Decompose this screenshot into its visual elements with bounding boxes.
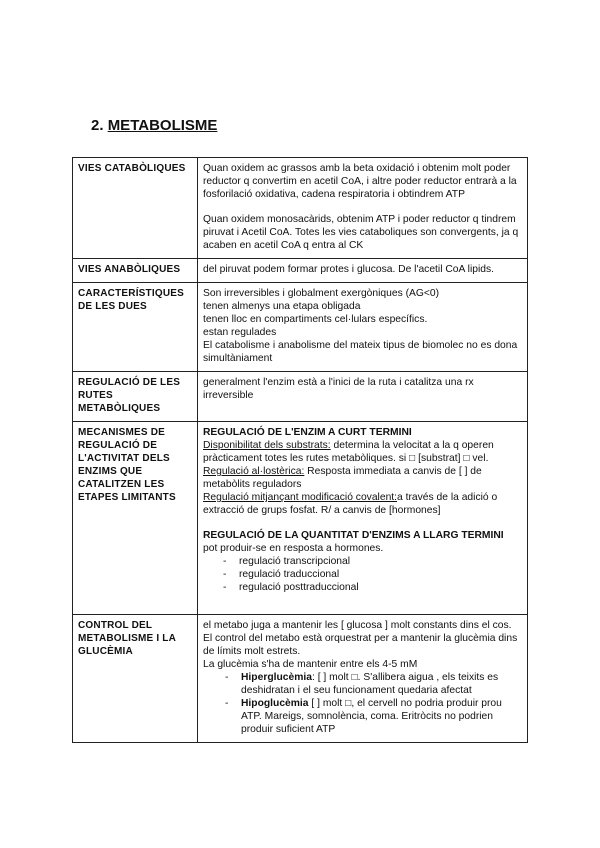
row-content <box>198 615 528 743</box>
text-line: Son irreversibles i globalment exergòniques (AG<0) <box>203 288 440 299</box>
section-heading: METABOLISME <box>107 117 218 134</box>
text-line: tenen almenys una etapa obligada <box>203 301 361 312</box>
list-item: - regulació transcripcional <box>203 555 523 568</box>
table-row <box>73 158 528 259</box>
text-line: Disponibilitat dels substrats: determina la velocitat a la q operen pràcticament totes les rutes metabòliques. si □ [substrat] □ vel. <box>203 440 494 464</box>
row-label: VIES CATABÒLIQUES <box>73 158 198 259</box>
text-line: pot produir-se en resposta a hormones. <box>203 543 384 554</box>
text-line: tenen lloc en compartiments cel·lulars específics. <box>203 314 428 325</box>
text-line: estan regulades <box>203 327 277 338</box>
subheading: REGULACIÓ DE L'ENZIM A CURT TERMINI <box>203 427 412 438</box>
row-content <box>198 158 528 259</box>
text-line: Regulació al·lostèrica: Resposta immediata a canvis de [ ] de metabòlits reguladors <box>203 466 482 490</box>
row-content: generalment l'enzim està a l'inici de la ruta i catalitza una rx irreversible <box>198 372 528 422</box>
row-label: REGULACIÓ DE LES RUTES METABÒLIQUES <box>73 372 198 422</box>
table-row <box>73 615 528 743</box>
table-row <box>73 259 528 283</box>
table-row <box>73 422 528 615</box>
text-line: Regulació mitjançant modificació covalent:a través de la adició o extracció de grups fosfat. R/ a canvis de [hormones] <box>203 492 498 516</box>
section-number: 2. <box>91 117 104 134</box>
row-label: CONTROL DEL METABOLISME I LA GLUCÈMIA <box>73 615 198 743</box>
table-row <box>73 372 528 422</box>
paragraph: Quan oxidem monosacàrids, obtenim ATP i poder reductor q tindrem piruvat i Acetil CoA. Totes les vies cataboliques son convergents, ja q acaben en acetil CoA q entra al CK <box>203 214 519 251</box>
section-title <box>91 117 217 134</box>
list-item: - Hiperglucèmia: [ ] molt □. S'allibera aigua , els teixits es deshidratan i el seu funcionament quedaria afectat <box>203 671 523 697</box>
row-label: VIES ANABÒLIQUES <box>73 259 198 283</box>
text-line: La glucèmia s'ha de mantenir entre els 4-5 mM <box>203 659 418 670</box>
list-item: - regulació posttraduccional <box>203 581 523 594</box>
regulation-list <box>203 555 523 594</box>
row-content <box>198 283 528 372</box>
paragraph: el metabo juga a mantenir les [ glucosa ] molt constants dins el cos. El control del metabo està orquestrat per a mantenir la glucèmia dins de límits molt estrets. <box>203 620 518 657</box>
list-item: - Hipoglucèmia [ ] molt □, el cervell no podria produir prou ATP. Mareigs, somnolència, coma. Eritròcits no podrien produir suficient ATP <box>203 697 523 736</box>
row-label: CARACTERÍSTIQUES DE LES DUES <box>73 283 198 372</box>
subheading: REGULACIÓ DE LA QUANTITAT D'ENZIMS A LLARG TERMINI <box>203 530 504 541</box>
text-line: El catabolisme i anabolisme del mateix tipus de biomolec no es dona simultàniament <box>203 340 518 364</box>
table-row <box>73 283 528 372</box>
list-item: - regulació traduccional <box>203 568 523 581</box>
paragraph: Quan oxidem ac grassos amb la beta oxidació i obtenim molt poder reductor q convertim en acetil CoA, i altre poder reductor entrarà a la fosforilació oxidativa, cadena respiratoria i obtindrem ATP <box>203 163 517 200</box>
row-content: del piruvat podem formar protes i glucosa. De l'acetil CoA lipids. <box>198 259 528 283</box>
glycemia-list <box>203 671 523 736</box>
row-label: MECANISMES DE REGULACIÓ DE L'ACTIVITAT DELS ENZIMS QUE CATALITZEN LES ETAPES LIMITANTS <box>73 422 198 615</box>
row-content <box>198 422 528 615</box>
metabolism-table <box>72 157 528 743</box>
